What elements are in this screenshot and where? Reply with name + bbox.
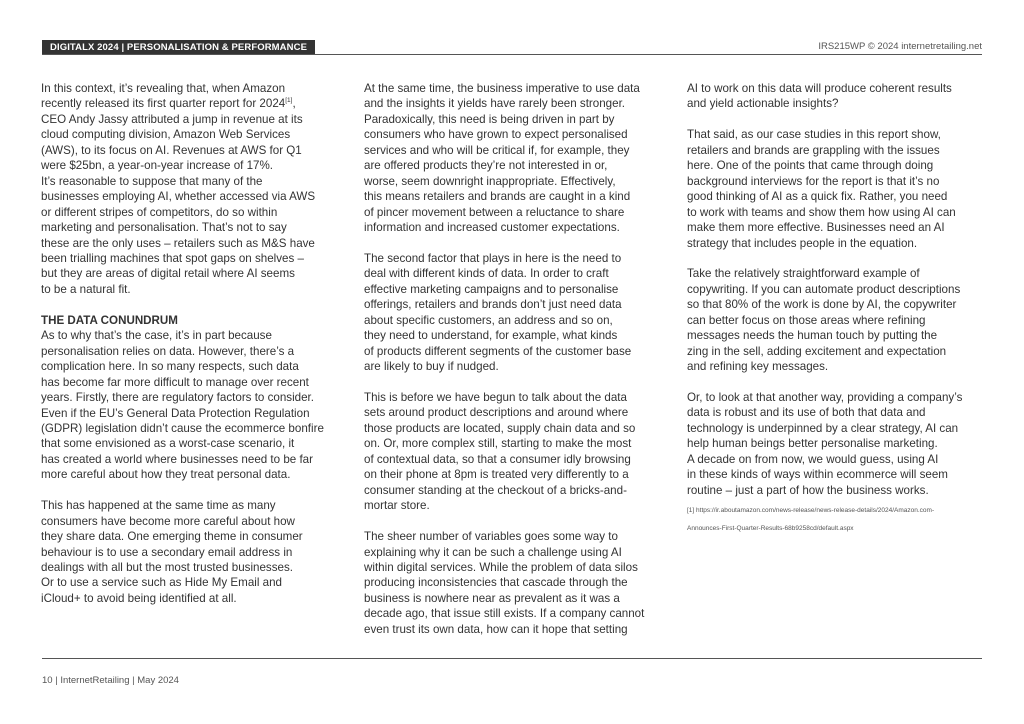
text-line: but they are areas of digital retail where AI seems [41, 267, 295, 281]
text-line: That said, as our case studies in this report show, [687, 128, 941, 142]
text-line: they need to understand, for example, what kinds [364, 329, 618, 343]
text-line: good thinking of AI as a quick fix. Rather, you need [687, 190, 948, 204]
text-line: iCloud+ to avoid being identified at all. [41, 591, 237, 605]
text-line: This has happened at the same time as many [41, 499, 276, 513]
publication-code: IRS215WP © 2024 internetretailing.net [818, 41, 982, 52]
text-line: strategy that includes people in the equation. [687, 236, 918, 250]
text-line: they share data. One emerging theme in consumer [41, 530, 303, 544]
text-line: are likely to buy if nudged. [364, 360, 499, 374]
text-line: The second factor that plays in here is the need to [364, 251, 622, 265]
text-line: consumers have become more careful about how [41, 514, 295, 528]
text-line: has created a world where businesses need to be far [41, 452, 313, 466]
text-line: here. One of the points that came through doing [687, 159, 934, 173]
text-line: routine – just a part of how the business works. [687, 483, 929, 497]
text-line: on. Or, more complex still, starting to make the most [364, 437, 632, 451]
text-line: that some envisioned as a worst-case scenario, it [41, 437, 295, 451]
text-line: mortar store. [364, 499, 430, 513]
text-line: and yield actionable insights? [687, 97, 839, 111]
text-line: so that 80% of the work is done by AI, the copywriter [687, 298, 957, 312]
text-line: retailers and brands are grappling with the issues [687, 143, 940, 157]
text-line: This is before we have begun to talk about the data [364, 391, 627, 405]
text-column-1 [41, 81, 341, 606]
text-line: effective marketing campaigns and to personalise [364, 282, 619, 296]
text-line: deal with different kinds of data. In order to craft [364, 267, 609, 281]
paragraph [41, 81, 341, 297]
paragraph [687, 127, 985, 251]
text-line: of contextual data, so that a consumer idly browsing [364, 452, 631, 466]
text-line: At the same time, the business imperative to use data [364, 82, 640, 95]
text-line: sets around product descriptions and around where [364, 406, 629, 420]
text-line: has become far more difficult to manage over recent [41, 375, 309, 389]
text-column-2 [364, 81, 664, 637]
text-line: about specific customers, an address and so on, [364, 313, 613, 327]
section-label: DIGITALX 2024 | PERSONALISATION & PERFORMANCE [42, 40, 315, 55]
footer-divider [42, 658, 982, 659]
paragraph [687, 390, 985, 498]
text-line: cloud computing division, Amazon Web Services [41, 128, 291, 142]
paragraph [41, 498, 341, 606]
text-line: data is robust and its use of both that data and [687, 406, 926, 420]
text-line: services and who will be critical if, for example, they [364, 143, 630, 157]
text-line: AI to work on this data will produce coherent results [687, 82, 952, 95]
text-line: background interviews for the report is that it’s no [687, 174, 940, 188]
text-line: zing in the sell, adding excitement and expectation [687, 344, 947, 358]
text-line [41, 96, 341, 111]
text-line: decade ago, that issue still exists. If a company cannot [364, 607, 645, 621]
text-line: years. Firstly, there are regulatory factors to consider. [41, 391, 314, 405]
text-line: offerings, retailers and brands don’t just need data [364, 298, 622, 312]
footnote[interactable] [687, 502, 985, 538]
text-line: complication here. In so many respects, such data [41, 360, 299, 374]
paragraph [364, 251, 664, 375]
text-line: of pincer movement between a reluctance to share [364, 205, 625, 219]
text-line: technology is underpinned by a clear strategy, AI can [687, 421, 959, 435]
text-line: help human beings better personalise marketing. [687, 437, 938, 451]
text-line: make them more effective. Businesses need an AI [687, 221, 945, 235]
text-line: consumers who have grown to expect personalised [364, 128, 628, 142]
text-line: this means retailers and brands are caught in a kind [364, 190, 631, 204]
text-line: In this context, it’s revealing that, when Amazon [41, 82, 286, 95]
text-line: A decade on from now, we would guess, using AI [687, 452, 939, 466]
text-line: producing inconsistencies that cascade through the [364, 576, 628, 590]
text-line: It’s reasonable to suppose that many of the [41, 174, 263, 188]
text-line: The sheer number of variables goes some way to [364, 530, 618, 544]
header-divider [42, 54, 982, 55]
text-line: Or, to look at that another way, providing a company’s [687, 391, 963, 405]
text-line-part: , [292, 97, 296, 111]
text-line: these are the only uses – retailers such as M&S have [41, 236, 315, 250]
text-line: business is nowhere near as prevalent as it was a [364, 591, 620, 605]
text-line: to work with teams and show them how using AI can [687, 205, 956, 219]
text-column-3 [687, 81, 985, 538]
text-line: As to why that’s the case, it’s in part because [41, 329, 272, 343]
text-line: those products are located, supply chain data and so [364, 421, 636, 435]
text-line: (GDPR) legislation didn’t cause the ecommerce bonfire [41, 421, 324, 435]
text-line: can better focus on those areas where refining [687, 313, 926, 327]
text-line: on their phone at 8pm is treated very differently to a [364, 468, 629, 482]
text-line: explaining why it can be such a challenge using AI [364, 545, 622, 559]
paragraph [687, 81, 985, 112]
text-line: businesses employing AI, whether accessed via AWS [41, 190, 316, 204]
text-line: even trust its own data, how can it hope that setting [364, 622, 628, 636]
footnote-ref[interactable]: [1] [285, 97, 293, 105]
page-footer: 10 | InternetRetailing | May 2024 [42, 675, 179, 686]
text-line: Paradoxically, this need is being driven in part by [364, 112, 615, 126]
text-line: CEO Andy Jassy attributed a jump in revenue at its [41, 112, 303, 126]
text-line: personalisation relies on data. However, there’s a [41, 344, 295, 358]
footnote-line[interactable]: Announces-First-Quarter-Results-68b9258cd/default.aspx [687, 525, 854, 533]
text-line: information and increased customer expectations. [364, 221, 620, 235]
text-line: Take the relatively straightforward example of [687, 267, 920, 281]
paragraph [364, 81, 664, 236]
subheading: THE DATA CONUNDRUM [41, 313, 178, 327]
footnote-line[interactable]: [1] https://ir.aboutamazon.com/news-release/news-release-details/2024/Amazon.com- [687, 507, 935, 515]
text-line: to be a natural fit. [41, 282, 131, 296]
text-line: more careful about how they treat personal data. [41, 468, 291, 482]
text-line: were $25bn, a year-on-year increase of 17%. [41, 159, 274, 173]
text-line: (AWS), to its focus on AI. Revenues at AWS for Q1 [41, 143, 302, 157]
text-line-part: recently released its first quarter report for 2024 [41, 97, 286, 111]
text-line: consumer standing at the checkout of a bricks-and- [364, 483, 627, 497]
text-line: been trialling machines that spot gaps on shelves – [41, 251, 304, 265]
text-line: or different stripes of competitors, do so within [41, 205, 278, 219]
text-line: of products different segments of the customer base [364, 344, 632, 358]
paragraph [364, 529, 664, 637]
text-line: are offered products they’re not interested in or, [364, 159, 608, 173]
text-line: marketing and personalisation. That’s not to say [41, 221, 287, 235]
text-line: and refining key messages. [687, 360, 829, 374]
text-line: behaviour is to use a secondary email address in [41, 545, 293, 559]
text-line: worse, seem downright inappropriate. Effectively, [364, 174, 616, 188]
paragraph [687, 266, 985, 374]
text-line: copywriting. If you can automate product descriptions [687, 282, 961, 296]
text-line: and the insights it yields have rarely been stronger. [364, 97, 626, 111]
text-line: in these kinds of ways within ecommerce will seem [687, 468, 948, 482]
text-line: within digital services. While the problem of data silos [364, 561, 638, 574]
text-line: Or to use a service such as Hide My Email and [41, 576, 282, 590]
text-line: dealings with all but the most trusted businesses. [41, 561, 293, 575]
paragraph [41, 328, 341, 483]
text-line: messages needs the human touch by putting the [687, 329, 938, 343]
text-line: Even if the EU’s General Data Protection Regulation [41, 406, 310, 420]
paragraph [364, 390, 664, 514]
